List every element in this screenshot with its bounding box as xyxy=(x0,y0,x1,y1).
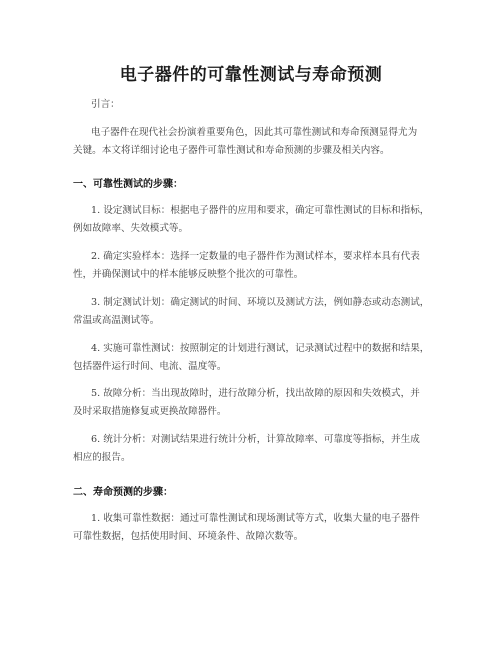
item-line-2: 相应的报告。 xyxy=(73,452,131,463)
item-line-2: 性，并确保测试中的样本能够反映整个批次的可靠性。 xyxy=(73,269,304,280)
item-line-2: 常温或高温测试等。 xyxy=(73,315,160,326)
intro-line-2: 关键。本文将详细讨论电子器件可靠性测试和寿命预测的步骤及相关内容。 xyxy=(73,145,390,156)
item-line-1: 5. 故障分析：当出现故障时，进行故障分析，找出故障的原因和失效模式，并 xyxy=(91,388,420,399)
intro-label xyxy=(73,96,435,114)
section-2-item-1 xyxy=(73,510,435,546)
section-1-item-5 xyxy=(73,385,435,421)
section-1-item-4 xyxy=(73,340,435,376)
section-2-heading: 二、寿命预测的步骤： xyxy=(73,487,173,498)
item-line-1: 2. 确定实验样本：选择一定数量的电子器件作为测试样本，要求样本具有代表 xyxy=(91,251,420,262)
section-1-item-2 xyxy=(73,248,435,284)
item-line-2: 可靠性数据，包括使用时间、环境条件、故障次数等。 xyxy=(73,531,304,542)
intro-paragraph xyxy=(73,124,435,160)
item-line-1: 6. 统计分析：对测试结果进行统计分析，计算故障率、可靠度等指标，并生成 xyxy=(91,434,420,445)
section-1-item-6 xyxy=(73,431,435,467)
intro-line-1: 电子器件在现代社会扮演着重要角色，因此其可靠性测试和寿命预测显得尤为 xyxy=(91,127,418,138)
section-1-item-1 xyxy=(73,202,435,238)
item-line-2: 包括器件运行时间、电流、温度等。 xyxy=(73,361,227,372)
section-1-item-3 xyxy=(73,294,435,330)
item-line-2: 例如故障率、失效模式等。 xyxy=(73,223,189,234)
section-1-heading: 一、可靠性测试的步骤： xyxy=(73,179,183,190)
item-line-1: 1. 设定测试目标：根据电子器件的应用和要求，确定可靠性测试的目标和指标， xyxy=(91,205,430,216)
item-line-2: 及时采取措施修复或更换故障器件。 xyxy=(73,406,227,417)
item-line-1: 3. 制定测试计划：确定测试的时间、环境以及测试方法，例如静态或动态测试， xyxy=(91,297,430,308)
document-title: 电子器件的可靠性测试与寿命预测 xyxy=(119,65,383,85)
item-line-1: 1. 收集可靠性数据：通过可靠性测试和现场测试等方式，收集大量的电子器件 xyxy=(91,513,420,524)
item-line-1: 4. 实施可靠性测试：按照制定的计划进行测试，记录测试过程中的数据和结果， xyxy=(91,343,430,354)
intro-label-text: 引言： xyxy=(91,99,120,110)
